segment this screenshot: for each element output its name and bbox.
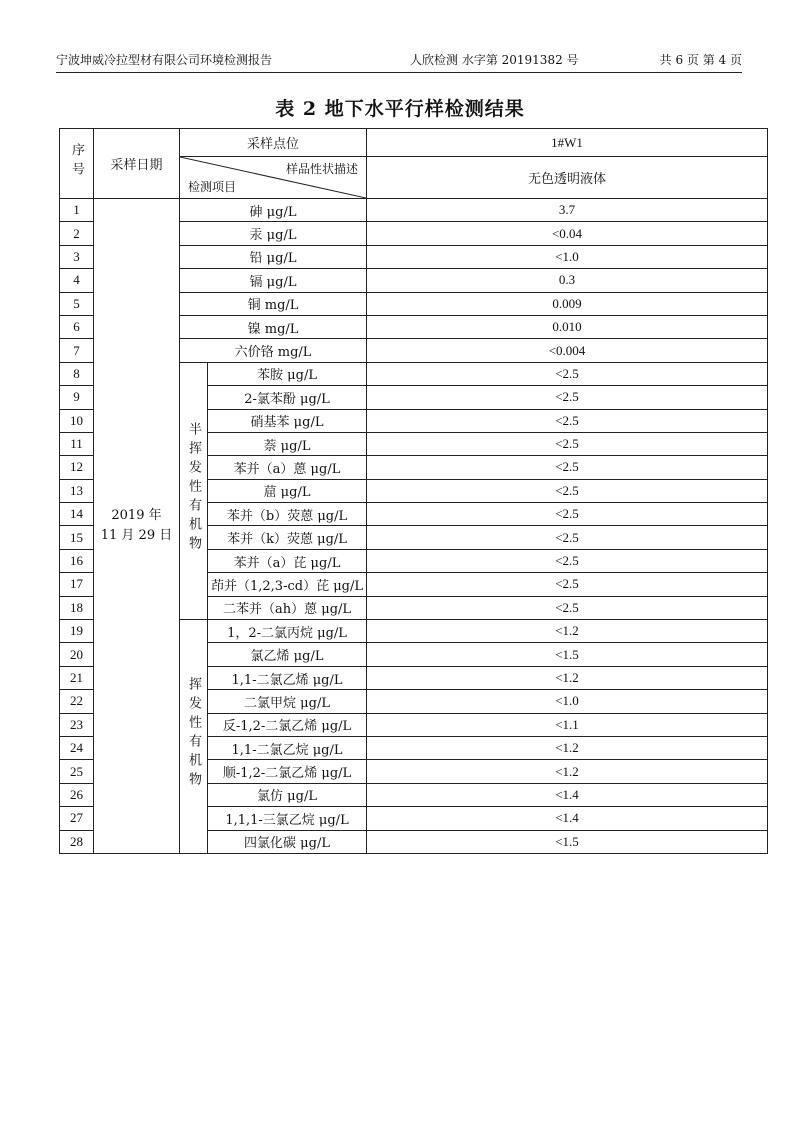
row-seq: 10 [60,409,94,432]
row-seq: 18 [60,596,94,619]
test-item: 顺-1,2-二氯乙烯 μg/L [208,760,367,783]
result-value: <2.5 [367,432,768,455]
test-item: 六价铬 mg/L [180,339,367,362]
result-value: <1.5 [367,830,768,853]
row-seq: 4 [60,269,94,292]
group-semivolatile [180,362,208,619]
result-value: <2.5 [367,479,768,502]
point-name: 1#W1 [367,129,768,157]
result-value: <2.5 [367,573,768,596]
result-value: <1.0 [367,245,768,268]
result-value: <0.04 [367,222,768,245]
result-value: 3.7 [367,199,768,222]
row-seq: 16 [60,549,94,572]
result-value: <1.4 [367,807,768,830]
diagonal-header [180,157,367,199]
test-item: 茚并（1,2,3-cd）芘 μg/L [208,573,367,596]
test-item: 1,1-二氯乙烷 μg/L [208,736,367,759]
test-item: 铜 mg/L [180,292,367,315]
test-item: 苯并（a）芘 μg/L [208,549,367,572]
test-item: 萘 μg/L [208,432,367,455]
test-item: 氯乙烯 μg/L [208,643,367,666]
result-value: 0.009 [367,292,768,315]
row-seq: 8 [60,362,94,385]
row-seq: 26 [60,783,94,806]
group-label: 挥发性有机物 [186,677,201,792]
sampling-date-day: 11 月 29 日 [100,527,173,543]
table-row [60,199,768,222]
test-item: 反-1,2-二氯乙烯 μg/L [208,713,367,736]
test-item: 苯胺 μg/L [208,362,367,385]
row-seq: 22 [60,690,94,713]
page-count: 共 6 页 第 4 页 [659,53,742,67]
result-value: <0.004 [367,339,768,362]
row-seq: 5 [60,292,94,315]
sample-desc-label: 样品性状描述 [286,162,359,176]
row-seq: 12 [60,456,94,479]
table-title: 表 2 地下水平行样检测结果 [275,98,525,120]
sampling-date [94,199,180,854]
test-item: 镉 μg/L [180,269,367,292]
test-item: 二氯甲烷 μg/L [208,690,367,713]
result-value: <1.0 [367,690,768,713]
row-seq: 2 [60,222,94,245]
test-item: 苯并（a）蒽 μg/L [208,456,367,479]
test-item: 铅 μg/L [180,245,367,268]
sample-desc: 无色透明液体 [367,157,768,199]
test-item: 汞 μg/L [180,222,367,245]
test-item: 1，2-二氯丙烷 μg/L [208,620,367,643]
result-value: <1.1 [367,713,768,736]
row-seq: 6 [60,315,94,338]
row-seq: 24 [60,736,94,759]
row-seq: 21 [60,666,94,689]
test-item: 镍 mg/L [180,315,367,338]
test-item: 硝基苯 μg/L [208,409,367,432]
test-item: 2-氯苯酚 μg/L [208,386,367,409]
test-item: 氯仿 μg/L [208,783,367,806]
result-value: <1.2 [367,666,768,689]
point-header: 采样点位 [180,129,367,157]
row-seq: 23 [60,713,94,736]
row-seq: 28 [60,830,94,853]
result-value: <2.5 [367,549,768,572]
result-value: 0.010 [367,315,768,338]
result-value: <1.4 [367,783,768,806]
result-value: <2.5 [367,456,768,479]
row-seq: 20 [60,643,94,666]
test-item: 1,1,1-三氯乙烷 μg/L [208,807,367,830]
result-value: <2.5 [367,409,768,432]
test-item: 四氯化碳 μg/L [208,830,367,853]
test-item-label: 检测项目 [188,180,237,194]
results-table [59,128,768,854]
test-item: 二苯并（ah）蒽 μg/L [208,596,367,619]
result-value: <2.5 [367,503,768,526]
result-value: <1.2 [367,760,768,783]
date-header: 采样日期 [94,129,180,199]
result-value: <2.5 [367,362,768,385]
result-value: <1.2 [367,620,768,643]
result-value: <2.5 [367,526,768,549]
row-seq: 15 [60,526,94,549]
result-value: <2.5 [367,596,768,619]
row-seq: 11 [60,432,94,455]
sampling-date-year: 2019 年 [111,507,162,523]
row-seq: 1 [60,199,94,222]
row-seq: 14 [60,503,94,526]
result-value: 0.3 [367,269,768,292]
page-header [56,50,742,73]
row-seq: 27 [60,807,94,830]
row-seq: 17 [60,573,94,596]
row-seq: 13 [60,479,94,502]
group-volatile [180,620,208,854]
test-item: 䓛 μg/L [208,479,367,502]
row-seq: 9 [60,386,94,409]
report-number: 人欣检测 水字第 20191382 号 [410,53,579,67]
result-value: <2.5 [367,386,768,409]
row-seq: 25 [60,760,94,783]
seq-header: 序号 [60,129,94,199]
test-item: 苯并（b）荧蒽 μg/L [208,503,367,526]
test-item: 1,1-二氯乙烯 μg/L [208,666,367,689]
test-item: 苯并（k）荧蒽 μg/L [208,526,367,549]
company-report-title: 宁波坤威冷拉型材有限公司环境检测报告 [56,53,273,67]
row-seq: 7 [60,339,94,362]
result-value: <1.5 [367,643,768,666]
result-value: <1.2 [367,736,768,759]
row-seq: 19 [60,620,94,643]
group-label: 半挥发性有机物 [186,422,201,556]
row-seq: 3 [60,245,94,268]
test-item: 砷 μg/L [180,199,367,222]
